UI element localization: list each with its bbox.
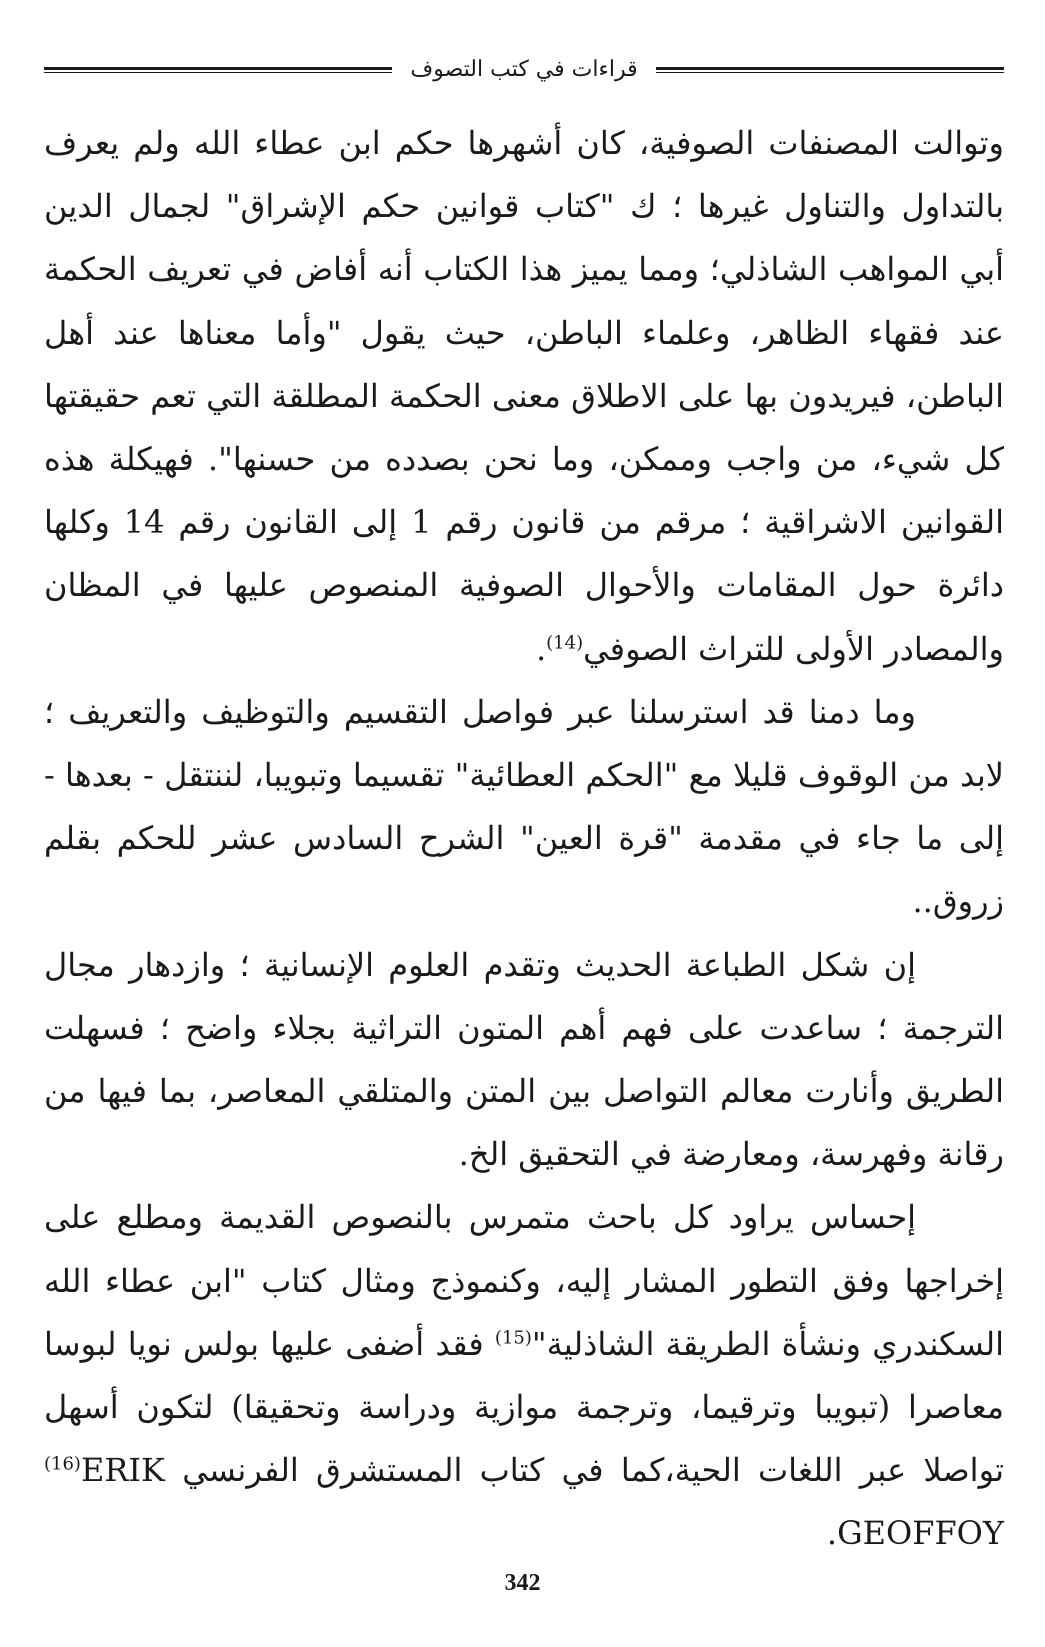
header-rule-left — [44, 67, 392, 73]
paragraph-1-text: وتوالت المصنفات الصوفية، كان أشهرها حكم ابن عطاء الله ولم يعرف بالتداول والتناول غيرها ؛ ك "كتاب قوانين حكم الإشراق" لجمال الدين أبي المواهب الشاذلي؛ ومما يميز هذا الكتاب أنه أفاض في تعريف الحكمة عند فقهاء الظاهر، وعلماء الباطن، حيث يقول "وأما معناها عند أهل الباطن، فيريدون بها على الاطلاق معنى الحكمة المطلقة التي تعم حقيقتها كل شيء، من واجب وممكن، وما نحن بصدده من حسنها". فهيكلة هذه القوانين الاشراقية ؛ مرقم من قانون رقم 1 إلى القانون رقم 14 وكلها دائرة حول المقامات والأحوال الصوفية المنصوص عليها في المظان والمصادر الأولى للتراث الصوفي — [44, 124, 1005, 668]
paragraph-4-text: إحساس يراود كل باحث متمرس بالنصوص القديمة ومطلع على إخراجها وفق التطور المشار إليه، وكنموذج ومثال كتاب "ابن عطاء الله السكندري ونشأة الطريقة الشاذلية" — [44, 1198, 1005, 1363]
paragraph-1 — [44, 112, 1004, 681]
paragraph-3 — [44, 934, 1004, 1187]
paragraph-2-text: وما دمنا قد استرسلنا عبر فواصل التقسيم والتوظيف والتعريف ؛ لابد من الوقوف قليلا مع "الحكم العطائية" تقسيما وتبويبا، لننتقل - بعدها - إلى ما جاء في مقدمة "قرة العين" الشرح السادس عشر للحكم بقلم زروق.. — [44, 692, 1005, 921]
paragraph-1-end: . — [535, 629, 547, 668]
body-text — [44, 112, 1004, 1566]
latin-author-text: ERIK GEOFFOY — [80, 1451, 1004, 1553]
footnote-ref-16: (16) — [44, 1453, 81, 1475]
page-number: 342 — [504, 1570, 541, 1596]
paragraph-4-text-continued: فقد أضفى عليها بولس نويا لبوسا معاصرا (تبويبا وترقيما، وترجمة موازية ودراسة وتحقيقا) لتكون أسهل تواصلا عبر اللغات الحية،كما في كتاب المستشرق الفرنسي — [44, 1324, 1005, 1490]
paragraph-2 — [44, 681, 1004, 934]
header-rule-right — [656, 67, 1004, 73]
paragraph-4 — [44, 1186, 1004, 1565]
footnote-ref-14: (14) — [546, 631, 584, 653]
running-header-title: قراءات في كتب التصوف — [410, 57, 638, 82]
running-header — [44, 50, 1004, 90]
paragraph-4-end: . — [826, 1514, 838, 1553]
paragraph-3-text: إن شكل الطباعة الحديث وتقدم العلوم الإنسانية ؛ وازدهار مجال الترجمة ؛ ساعدت على فهم أهم المتون التراثية بجلاء واضح ؛ فسهلت الطريق وأنارت معالم التواصل بين المتن والمتلقي المعاصر، بما فيها من رقانة وفهرسة، ومعارضة في التحقيق الخ. — [44, 945, 1004, 1174]
footnote-ref-15: (15) — [494, 1327, 532, 1349]
